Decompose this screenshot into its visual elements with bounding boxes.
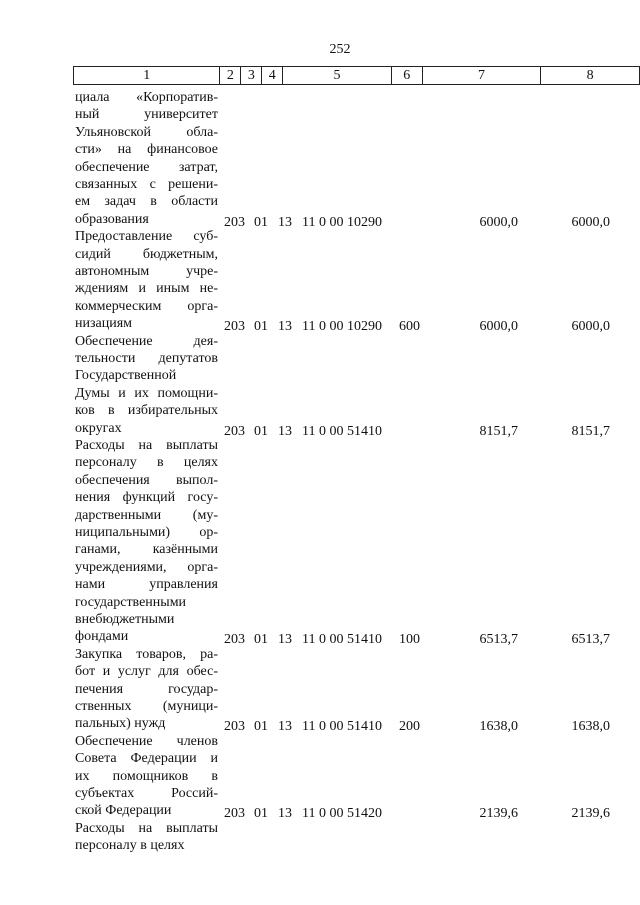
column-header-2: 2 xyxy=(220,67,241,85)
cell-amount-year-1: 6000,0 xyxy=(479,319,518,335)
description-line: учреждениями, орга- xyxy=(75,559,218,575)
description-line: ниципальными) ор- xyxy=(75,525,218,541)
description-line: бот и услуг для обес- xyxy=(75,664,218,680)
column-header-table xyxy=(73,66,640,85)
description-line: Расходы на выплаты xyxy=(75,820,218,836)
description-line: внебюджетными xyxy=(75,612,175,628)
description-line: ков в избирательных xyxy=(75,403,218,419)
cell-section: 01 xyxy=(254,319,268,335)
cell-amount-year-2: 6000,0 xyxy=(571,214,610,230)
column-header-6: 6 xyxy=(391,67,422,85)
description-line: Думы и их помощни- xyxy=(75,385,218,401)
row-description xyxy=(75,820,218,855)
cell-amount-year-1: 6513,7 xyxy=(479,632,518,648)
description-line: ждениям и иным не- xyxy=(75,281,218,297)
description-line: нами управления xyxy=(75,577,218,593)
description-line: ской Федерации xyxy=(75,803,172,819)
cell-amount-year-2: 2139,6 xyxy=(571,806,610,822)
description-line: ный университет xyxy=(75,107,218,123)
description-line: Предоставление суб- xyxy=(75,229,218,245)
row-description xyxy=(75,89,218,228)
cell-target-article: 11 0 00 10290 xyxy=(302,319,382,335)
cell-admin-code: 203 xyxy=(224,214,245,230)
cell-admin-code: 203 xyxy=(224,319,245,335)
description-line: их помощников в xyxy=(75,768,218,784)
description-line: персоналу в целях xyxy=(75,455,218,471)
page-number: 252 xyxy=(329,42,351,57)
cell-subsection: 13 xyxy=(278,719,292,735)
description-line: округах xyxy=(75,420,122,436)
cell-admin-code: 203 xyxy=(224,806,245,822)
description-line: субъектах Россий- xyxy=(75,786,218,802)
cell-subsection: 13 xyxy=(278,423,292,439)
cell-target-article: 11 0 00 51420 xyxy=(302,806,382,822)
description-line: ем задач в области xyxy=(75,194,218,210)
cell-amount-year-2: 8151,7 xyxy=(571,423,610,439)
description-line: автономным учре- xyxy=(75,264,218,279)
cell-subsection: 13 xyxy=(278,214,292,230)
row-description xyxy=(75,437,218,646)
description-line: обеспечения выпол- xyxy=(75,472,218,488)
row-description xyxy=(75,228,218,332)
column-header-4: 4 xyxy=(262,67,283,85)
cell-section: 01 xyxy=(254,214,268,230)
cell-section: 01 xyxy=(254,632,268,648)
description-line: пальных) нужд xyxy=(75,716,166,732)
description-line: низациям xyxy=(75,316,133,332)
cell-subsection: 13 xyxy=(278,632,292,648)
description-line: печения государ- xyxy=(75,681,218,697)
row-description xyxy=(75,333,218,437)
column-header-5: 5 xyxy=(283,67,392,85)
cell-target-article: 11 0 00 10290 xyxy=(302,214,382,230)
description-line: коммерческим орга- xyxy=(75,298,218,314)
column-header-8: 8 xyxy=(541,67,640,85)
cell-admin-code: 203 xyxy=(224,423,245,439)
cell-amount-year-2: 1638,0 xyxy=(571,719,610,735)
cell-target-article: 11 0 00 51410 xyxy=(302,719,382,735)
cell-expense-type: 600 xyxy=(399,319,420,335)
cell-subsection: 13 xyxy=(278,806,292,822)
description-line: образования xyxy=(75,211,149,227)
description-line: дарственными (му- xyxy=(75,507,218,523)
description-line: нения функций госу- xyxy=(75,490,218,506)
column-header-3: 3 xyxy=(241,67,262,85)
description-line: Обеспечение членов xyxy=(75,733,218,749)
row-description xyxy=(75,733,218,820)
column-header-7: 7 xyxy=(422,67,541,85)
description-line: фондами xyxy=(75,629,129,645)
row-description xyxy=(75,646,218,733)
description-line: сти» на финансовое xyxy=(75,142,218,158)
description-line: связанных с решени- xyxy=(75,177,218,193)
description-line: циала «Корпоратив- xyxy=(75,90,218,105)
description-line: Ульяновской обла- xyxy=(75,124,218,140)
description-line: тельности депутатов xyxy=(75,351,218,366)
cell-admin-code: 203 xyxy=(224,632,245,648)
description-line: Расходы на выплаты xyxy=(75,438,218,453)
cell-amount-year-1: 8151,7 xyxy=(479,423,518,439)
cell-amount-year-2: 6000,0 xyxy=(571,319,610,335)
cell-admin-code: 203 xyxy=(224,719,245,735)
description-line: ственных (муници- xyxy=(75,699,218,715)
cell-expense-type: 200 xyxy=(399,719,420,735)
cell-amount-year-1: 2139,6 xyxy=(479,806,518,822)
description-line: Закупка товаров, ра- xyxy=(75,646,218,662)
cell-section: 01 xyxy=(254,423,268,439)
description-line: сидий бюджетным, xyxy=(75,246,218,262)
description-line: Совета Федерации и xyxy=(75,751,218,767)
description-line: Обеспечение дея- xyxy=(75,333,218,349)
column-header-1: 1 xyxy=(74,67,220,85)
cell-section: 01 xyxy=(254,719,268,735)
description-line: ганами, казёнными xyxy=(75,542,218,558)
cell-amount-year-2: 6513,7 xyxy=(571,632,610,648)
cell-expense-type: 100 xyxy=(399,632,420,648)
cell-subsection: 13 xyxy=(278,319,292,335)
description-line: обеспечение затрат, xyxy=(75,159,218,175)
cell-section: 01 xyxy=(254,806,268,822)
description-line: Государственной xyxy=(75,368,177,384)
cell-amount-year-1: 6000,0 xyxy=(479,214,518,230)
cell-target-article: 11 0 00 51410 xyxy=(302,423,382,439)
cell-amount-year-1: 1638,0 xyxy=(479,719,518,735)
description-line: персоналу в целях xyxy=(75,838,185,854)
description-line: государственными xyxy=(75,594,187,610)
cell-target-article: 11 0 00 51410 xyxy=(302,632,382,648)
